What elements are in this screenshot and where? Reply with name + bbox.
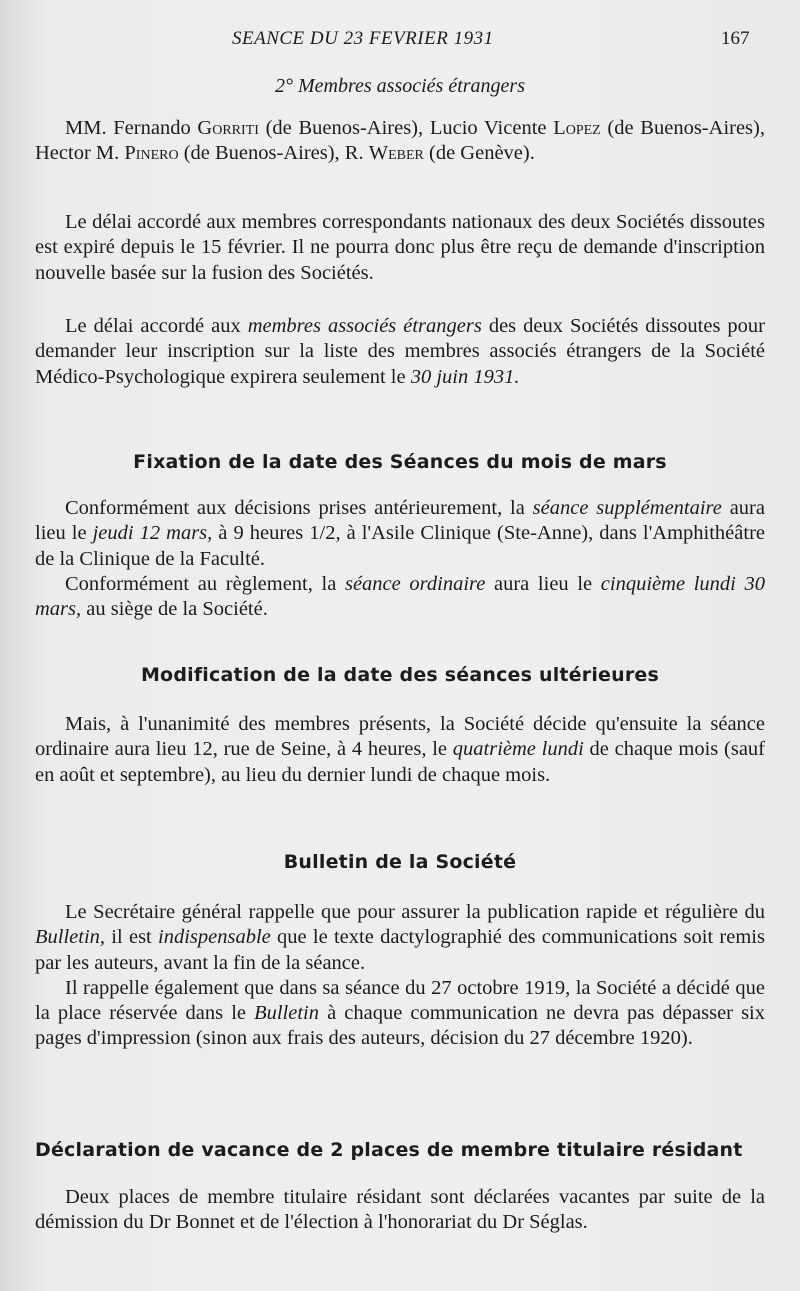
paragraph-members-list: MM. Fernando Gorriti (de Buenos-Aires), Lucio Vicente Lopez (de Buenos-Aires), Hector M. Pinero (de Buenos-Aires), R. Weber (de Genève). [35,117,765,165]
heading-modification: Modification de la date des séances ultérieures [140,664,660,686]
heading-vacancy: Déclaration de vacance de 2 places de membre titulaire résidant [35,1139,743,1161]
page-header [0,28,800,58]
running-head: SEANCE DU 23 FEVRIER 1931 [232,28,494,49]
subheading-associate-members: 2° Membres associés étrangers [275,75,525,97]
paragraph-later-sessions: Mais, à l'unanimité des membres présents, la Société décide qu'ensuite la séance ordinaire aura lieu 12, rue de Seine, à 4 heures, le quatrième lundi de chaque mois (sauf en août et septembre), au lieu du dernier lundi de chaque mois. [35,713,765,786]
paragraph-delay-national: Le délai accordé aux membres correspondants nationaux des deux Sociétés dissoutes est expiré depuis le 15 février. Il ne pourra donc plus être reçu de demande d'inscription nouvelle basée sur la fusion des Sociétés. [35,211,765,284]
paragraph-bulletin: Le Secrétaire général rappelle que pour assurer la publication rapide et régulière du Bulletin, il est indispensable que le texte dactylographié des communications soit remis par les auteurs, avant la fin de la séance. Il rappelle également que dans sa séance du 27 octobre 1919, la Société a décidé que la place réservée dans le Bulletin à chaque communication ne devra pas dépasser six pages d'impression (sinon aux frais des auteurs, décision du 27 décembre 1920). [35,901,766,1050]
paragraph-vacancy: Deux places de membre titulaire résidant sont déclarées vacantes par suite de la démission du Dr Bonnet et de l'élection à l'honorariat du Dr Séglas. [35,1186,765,1234]
paragraph-supplementary-session: Conformément aux décisions prises antérieurement, la séance supplémentaire aura lieu le jeudi 12 mars, à 9 heures 1/2, à l'Asile Clinique (Ste-Anne), dans l'Amphithéâtre de la Clinique de la Faculté. Conformément au règlement, la séance ordinaire aura lieu le cinquième lundi 30 mars, au siège de la Société. [35,497,765,621]
paragraph-delay-foreign: Le délai accordé aux membres associés étrangers des deux Sociétés dissoutes pour demander leur inscription sur la liste des membres associés étrangers de la Société Médico-Psychologique expirera seulement le 30 juin 1931. [35,315,766,388]
heading-bulletin: Bulletin de la Société [283,851,517,873]
page-number: 167 [721,28,750,49]
heading-fixation: Fixation de la date des Séances du mois de mars [133,451,667,473]
